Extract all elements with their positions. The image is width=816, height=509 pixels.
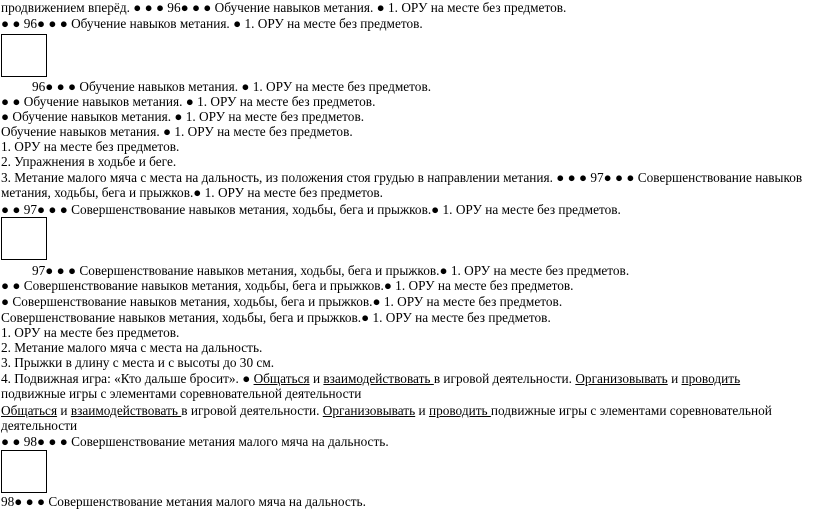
text-line: метания, ходьбы, бега и прыжков.● 1. ОРУ на месте без предметов.	[1, 185, 383, 200]
text-line: ● ● Совершенствование навыков метания, ходьбы, бега и прыжков.● 1. ОРУ на месте без предметов.	[1, 278, 574, 293]
text-line: ● ● 97● ● ● Совершенствование навыков метания, ходьбы, бега и прыжков.● 1. ОРУ на месте без предметов.	[1, 202, 621, 217]
text-line	[1, 371, 740, 386]
text-line	[1, 403, 772, 418]
placeholder-box	[1, 217, 47, 260]
text-segment-underlined: Общаться	[253, 371, 310, 386]
text-line: Обучение навыков метания. ● 1. ОРУ на месте без предметов.	[1, 124, 353, 139]
text-line: подвижные игры с элементами соревновательной деятельности	[1, 386, 362, 401]
text-segment-underlined: проводить	[428, 403, 491, 418]
text-line: ● ● Обучение навыков метания. ● 1. ОРУ на месте без предметов.	[1, 94, 376, 109]
text-line: 3. Метание малого мяча с места на дальность, из положения стоя грудью в направлении метания. ● ● ● 97● ● ● Совершенствование навыков	[1, 170, 803, 185]
text-line: ● Обучение навыков метания. ● 1. ОРУ на месте без предметов.	[1, 109, 365, 124]
text-segment: 4. Подвижная игра: «Кто дальше бросит». ●	[1, 371, 254, 386]
text-line: 96● ● ● Обучение навыков метания. ● 1. ОРУ на месте без предметов.	[32, 79, 432, 94]
text-segment: и	[415, 403, 429, 418]
text-segment: в игровой деятельности.	[181, 403, 323, 418]
text-line: Совершенствование навыков метания, ходьбы, бега и прыжков.● 1. ОРУ на месте без предметов.	[1, 310, 551, 325]
text-line: 1. ОРУ на месте без предметов.	[1, 139, 180, 154]
text-segment-underlined: Общаться	[1, 403, 58, 418]
text-segment: и	[309, 371, 324, 386]
placeholder-box	[1, 450, 47, 493]
text-line: 2. Метание малого мяча с места на дальность.	[1, 340, 263, 355]
placeholder-box	[1, 34, 47, 77]
text-segment: в игровой деятельности.	[433, 371, 576, 386]
text-line: 98● ● ● Совершенствование метания малого мяча на дальность.	[1, 494, 366, 509]
text-segment-underlined: Организовывать	[322, 403, 416, 418]
text-segment: подвижные игры с элементами соревновательной	[490, 403, 772, 418]
text-segment: и	[57, 403, 71, 418]
text-line: ● Совершенствование навыков метания, ходьбы, бега и прыжков.● 1. ОРУ на месте без предметов.	[1, 294, 563, 309]
text-line: деятельности	[1, 418, 78, 433]
text-line: 1. ОРУ на месте без предметов.	[1, 325, 180, 340]
text-segment-underlined: проводить	[681, 371, 741, 386]
text-line: продвижением вперёд. ● ● ● 96● ● ● Обучение навыков метания. ● 1. ОРУ на месте без предметов.	[1, 0, 567, 15]
text-segment: и	[667, 371, 682, 386]
text-segment-underlined: взаимодействовать	[70, 403, 182, 418]
text-segment-underlined: взаимодействовать	[323, 371, 434, 386]
text-line: 3. Прыжки в длину с места и с высоты до 30 см.	[1, 355, 275, 370]
text-line: 97● ● ● Совершенствование навыков метания, ходьбы, бега и прыжков.● 1. ОРУ на месте без предметов.	[32, 263, 630, 278]
text-segment-underlined: Организовывать	[575, 371, 668, 386]
text-line: ● ● 96● ● ● Обучение навыков метания. ● 1. ОРУ на месте без предметов.	[1, 16, 423, 31]
text-line: ● ● 98● ● ● Совершенствование метания малого мяча на дальность.	[1, 434, 389, 449]
text-line: 2. Упражнения в ходьбе и беге.	[1, 154, 177, 169]
